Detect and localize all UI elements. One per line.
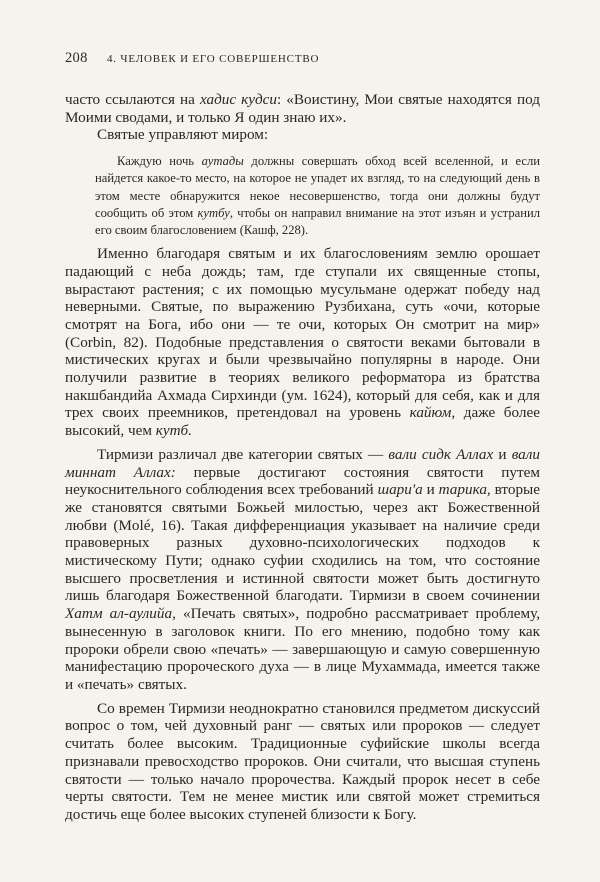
paragraph-2: Святые управляют миром:	[97, 126, 269, 144]
paragraph-4: Тирмизи различал две категории святых — вали сидк Аллах и вали миннат Аллах: первые достигают состояния святости путем неукоснительного соблюдения всех требований шари'а и тарика, вторые же становятся святыми Божьей милостью, через акт Божественной любви (Molé, 16). Такая дифференциация указывает на наличие среди правоверных разных духовно-психологических подходов к мистическому Пути; однако суфии сходились на том, что состояние высшего просветления и истинной святости может быть достигнуто лишь благодаря Божественной благодати. Тирмизи в своем сочинении Хатм ал-аулийа, «Печать святых», подробно рассматривает проблему, вынесенную в заголовок книги. По его мнению, подобно тому как пророки обрели свою «печать» — завершающую и самую совершенную манифестацию пророческого духа — в лице Мухаммада, имеется также и «печать» святых.	[65, 445, 540, 693]
paragraph-1: часто ссылаются на хадис кудси: «Воистину, Мои святые находятся под Моими сводами, и только Я один знаю их».	[65, 91, 540, 126]
book-page	[65, 50, 540, 824]
paragraph-3: Именно благодаря святым и их благословениям землю орошает падающий с неба дождь; там, где ступали их священные стопы, вырастают растения; с их помощью мусульмане одержат победу над неверными. Святые, по выражению Рузбихана, суть «очи, которые смотрят на Бога, ибо они — те очи, которых Он смотрит на мир» (Corbin, 82). Подобные представления о святости веками бытовали в мистических кругах и были чрезвычайно популярны в народе. Они получили развитие в теориях великого реформатора из братства накшбандийа Ахмада Сирхинди (ум. 1624), который для себя, как и для трех своих преемников, претендовал на уровень кайюм, даже более высокий, чем кутб.	[65, 245, 540, 440]
running-head: 4. ЧЕЛОВЕК И ЕГО СОВЕРШЕНСТВО	[107, 53, 320, 65]
paragraph-5: Со времен Тирмизи неоднократно становился предметом дискуссий вопрос о том, чей духовный ранг — святых или пророков — следует считать более высоким. Традиционные суфийские школы всегда признавали превосходство пророков. Они считали, что высшая ступень святости — только начало пророчества. Каждый пророк несет в себе черты святости. Тем не менее мистик или святой может стремиться достичь еще более высоких ступеней близости к Богу.	[65, 699, 540, 823]
page-header	[65, 50, 540, 67]
page-number: 208	[65, 50, 88, 66]
block-quote: Каждую ночь аутады должны совершать обход всей вселенной, и если найдется какое-то место, на которое не упадет их взгляд, то на следующий день в этом месте обнаружится некое несовершенство, тогда они должны будут сообщить об этом кутбу, чтобы он направил внимание на этот изъян и устранил его своим благословением (Кашф, 228).	[95, 154, 540, 237]
